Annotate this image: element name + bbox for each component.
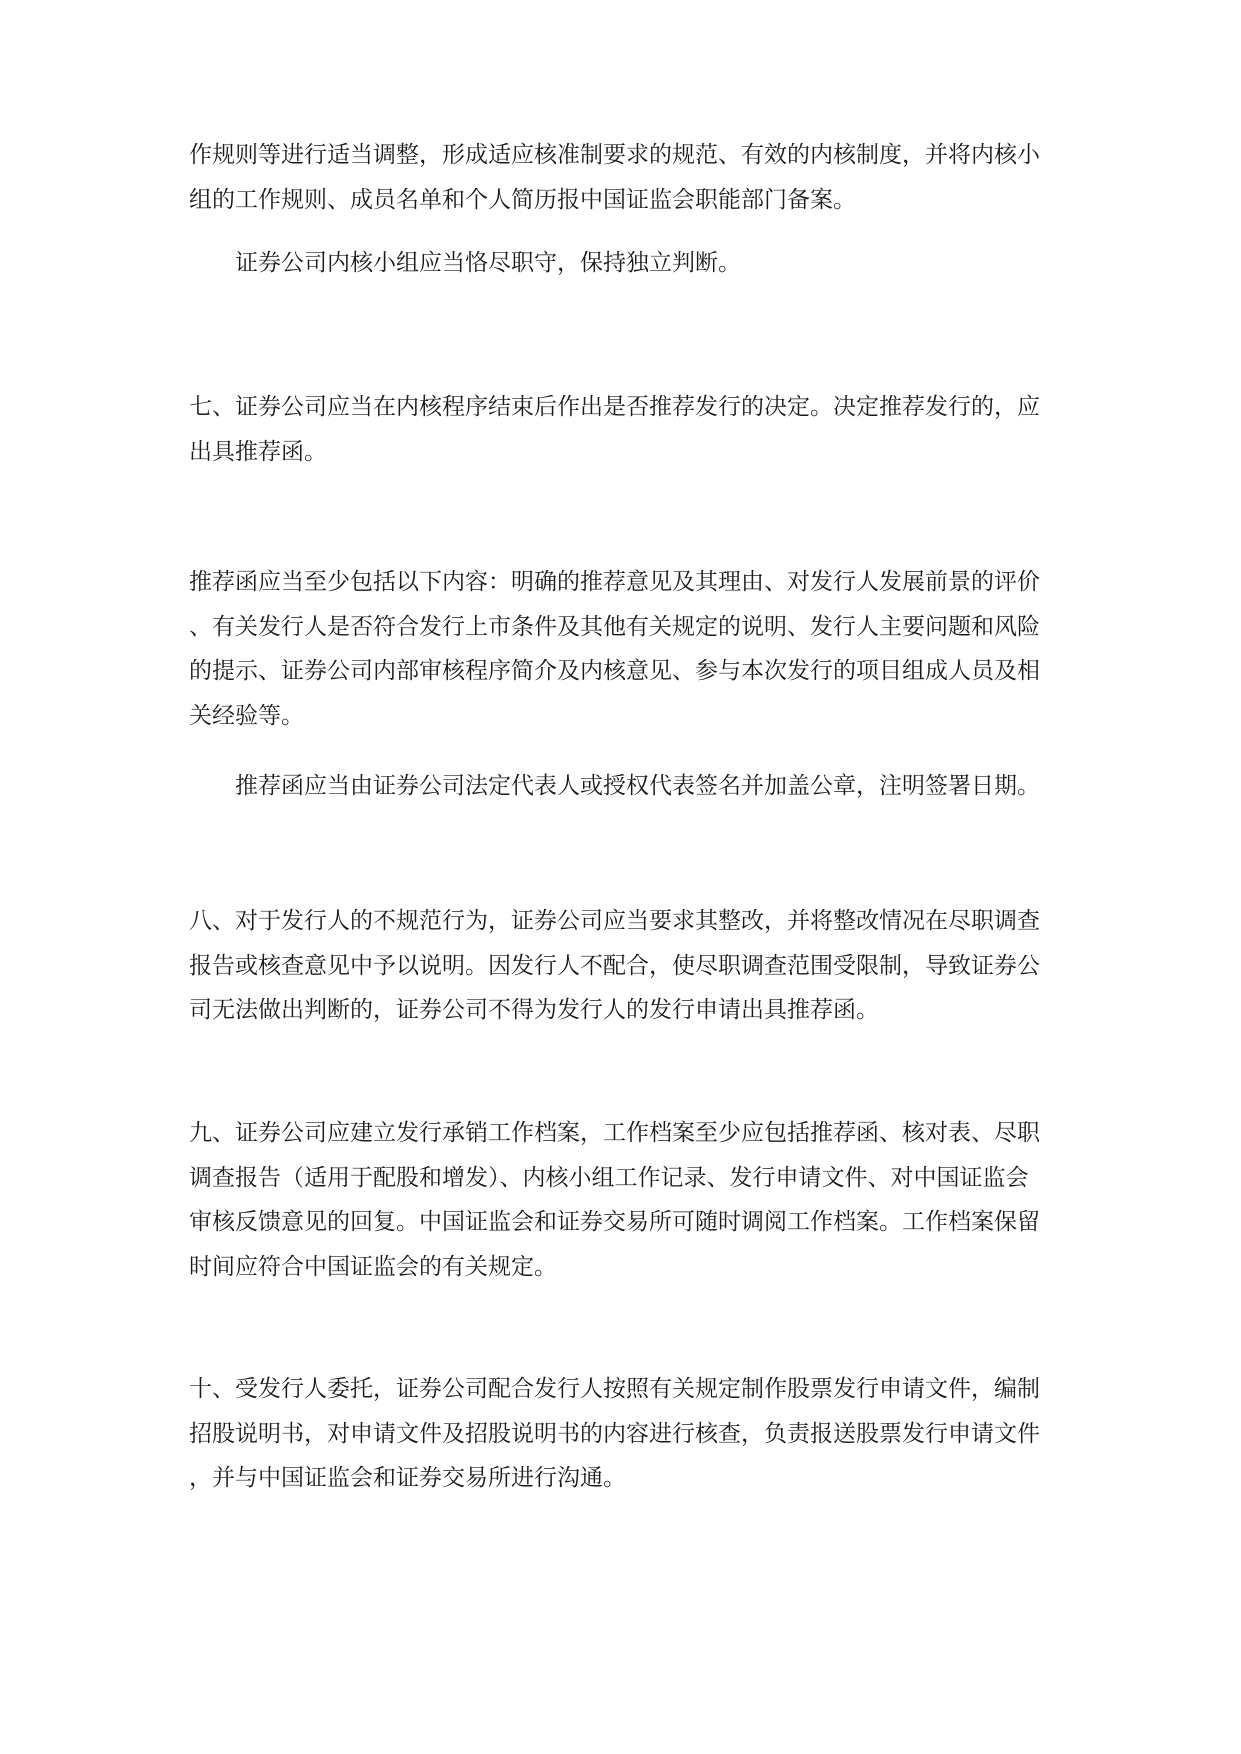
text-line: 出具推荐函。 xyxy=(189,438,327,465)
text-line: 关经验等。 xyxy=(189,702,304,729)
text-line: 报告或核查意见中予以说明。因发行人不配合，使尽职调查范围受限制，导致证券公 xyxy=(189,952,1040,979)
paragraph-article-7 xyxy=(189,385,1049,474)
paragraph-internal-review-duty xyxy=(189,241,1049,286)
text-line: 七、证券公司应当在内核程序结束后作出是否推荐发行的决定。决定推荐发行的，应 xyxy=(189,394,1040,420)
text-line: 推荐函应当至少包括以下内容：明确的推荐意见及其理由、对发行人发展前景的评价 xyxy=(189,569,1040,595)
text-line: 八、对于发行人的不规范行为，证券公司应当要求其整改，并将整改情况在尽职调查 xyxy=(189,908,1040,934)
text-line: 组的工作规则、成员名单和个人简历报中国证监会职能部门备案。 xyxy=(189,186,856,213)
text-line: 作规则等进行适当调整，形成适应核准制要求的规范、有效的内核制度，并将内核小 xyxy=(189,142,1040,168)
text-line: 证券公司内核小组应当恪尽职守，保持独立判断。 xyxy=(235,250,741,276)
text-line: ，并与中国证监会和证券交易所进行沟通。 xyxy=(189,1465,626,1491)
text-line: 十、受发行人委托，证券公司配合发行人按照有关规定制作股票发行申请文件，编制 xyxy=(189,1376,1040,1402)
paragraph-article-9 xyxy=(189,1111,1049,1289)
text-line: 的提示、证券公司内部审核程序简介及内核意见、参与本次发行的项目组成人员及相 xyxy=(189,658,1040,684)
text-line: 九、证券公司应建立发行承销工作档案，工作档案至少应包括推荐函、核对表、尽职 xyxy=(189,1120,1040,1146)
paragraph-internal-review-rules xyxy=(189,133,1049,222)
text-line: 调查报告（适用于配股和增发）、内核小组工作记录、发行申请文件、对中国证监会 xyxy=(189,1164,1029,1191)
text-line: 、有关发行人是否符合发行上市条件及其他有关规定的说明、发行人主要问题和风险 xyxy=(189,613,1040,640)
text-line: 招股说明书，对申请文件及招股说明书的内容进行核查，负责报送股票发行申请文件 xyxy=(189,1420,1040,1447)
paragraph-recommendation-letter-signature xyxy=(189,764,1049,809)
text-line: 司无法做出判断的，证券公司不得为发行人的发行申请出具推荐函。 xyxy=(189,997,879,1023)
text-line: 推荐函应当由证券公司法定代表人或授权代表签名并加盖公章，注明签署日期。 xyxy=(235,773,1040,799)
text-line: 审核反馈意见的回复。中国证监会和证券交易所可随时调阅工作档案。工作档案保留 xyxy=(189,1209,1040,1235)
text-line: 时间应符合中国证监会的有关规定。 xyxy=(189,1253,557,1280)
paragraph-article-10 xyxy=(189,1367,1049,1501)
paragraph-article-8 xyxy=(189,899,1049,1033)
paragraph-recommendation-letter-content xyxy=(189,560,1049,738)
